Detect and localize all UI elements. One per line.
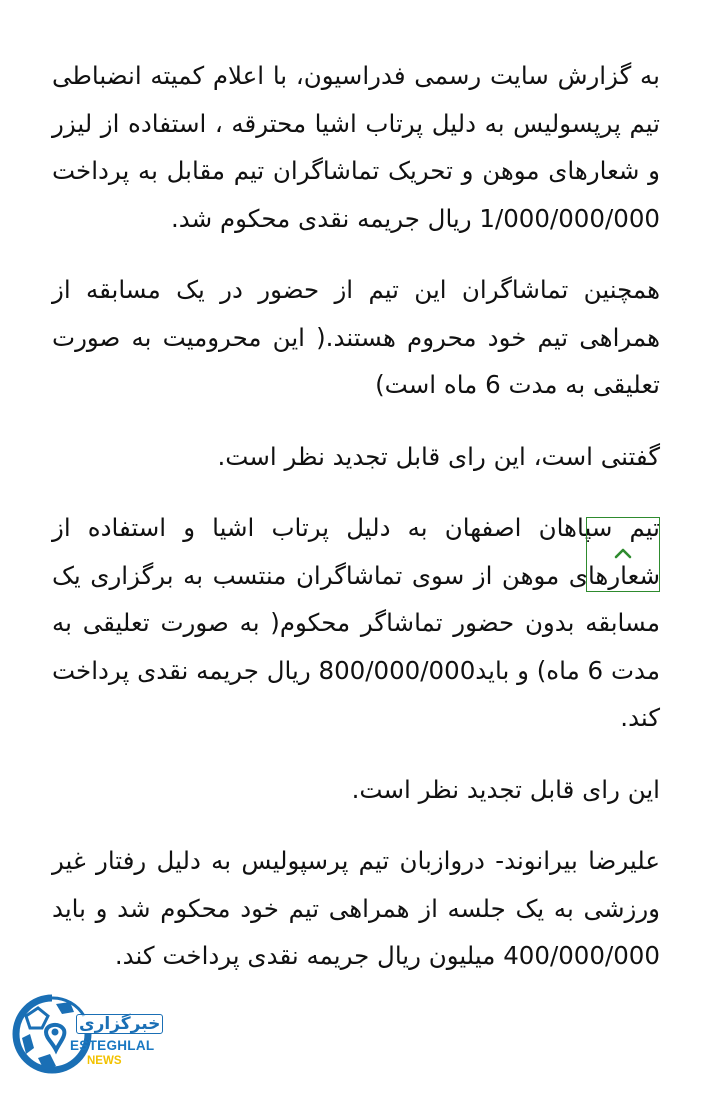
watermark-subtitle: NEWS — [87, 1055, 122, 1067]
watermark-title-fa: خبرگزاری — [76, 1014, 163, 1034]
esteghlal-news-watermark — [10, 992, 161, 1078]
watermark-brand: ESTEGHLAL — [70, 1038, 155, 1053]
scroll-to-top-button[interactable] — [586, 517, 660, 592]
paragraph-persepolis-fans-ban: همچنین تماشاگران این تیم از حضور در یک مسابقه از همراهی تیم خود محروم هستند.( این محرومیت به صورت تعلیقی به مدت 6 ماه است) — [52, 275, 660, 399]
paragraph-persepolis-fine: به گزارش سایت رسمی فدراسیون، با اعلام کمیته انضباطی تیم پرپسولیس به دلیل پرتاب اشیا محترقه ، استفاده از لیزر و شعارهای موهن و تحریک تماشاگران تیم مقابل به پرداخت 1/000/000/000 ریال جریمه نقدی محکوم شد. — [52, 61, 660, 233]
paragraph-appeal-note-2: این رای قابل تجدید نظر است. — [351, 774, 660, 804]
soccer-ball-logo-icon — [12, 994, 92, 1074]
paragraph-beiranvand-fine: علیرضا بیرانوند- دروازبان تیم پرسپولیس به دلیل رفتار غیر ورزشی به یک جلسه از همراهی تیم خود محکوم شد و باید 400/000/000 میلیون ریال جریمه نقدی پرداخت کند. — [52, 846, 660, 970]
paragraph-sepahan-fine: تیم سپاهان اصفهان به دلیل پرتاب اشیا و استفاده از شعارهای موهن از سوی تماشاگران منتسب به برگزاری یک مسابقه بدون حضور تماشاگر محکوم( به صورت تعلیقی به مدت 6 ماه) و باید800/000/000 ریال جریمه نقدی پرداخت کند. — [52, 513, 660, 732]
article-body — [52, 52, 660, 1004]
paragraph-appeal-note-1: گفتنی است، این رای قابل تجدید نظر است. — [217, 441, 660, 471]
chevron-up-icon — [613, 545, 633, 564]
